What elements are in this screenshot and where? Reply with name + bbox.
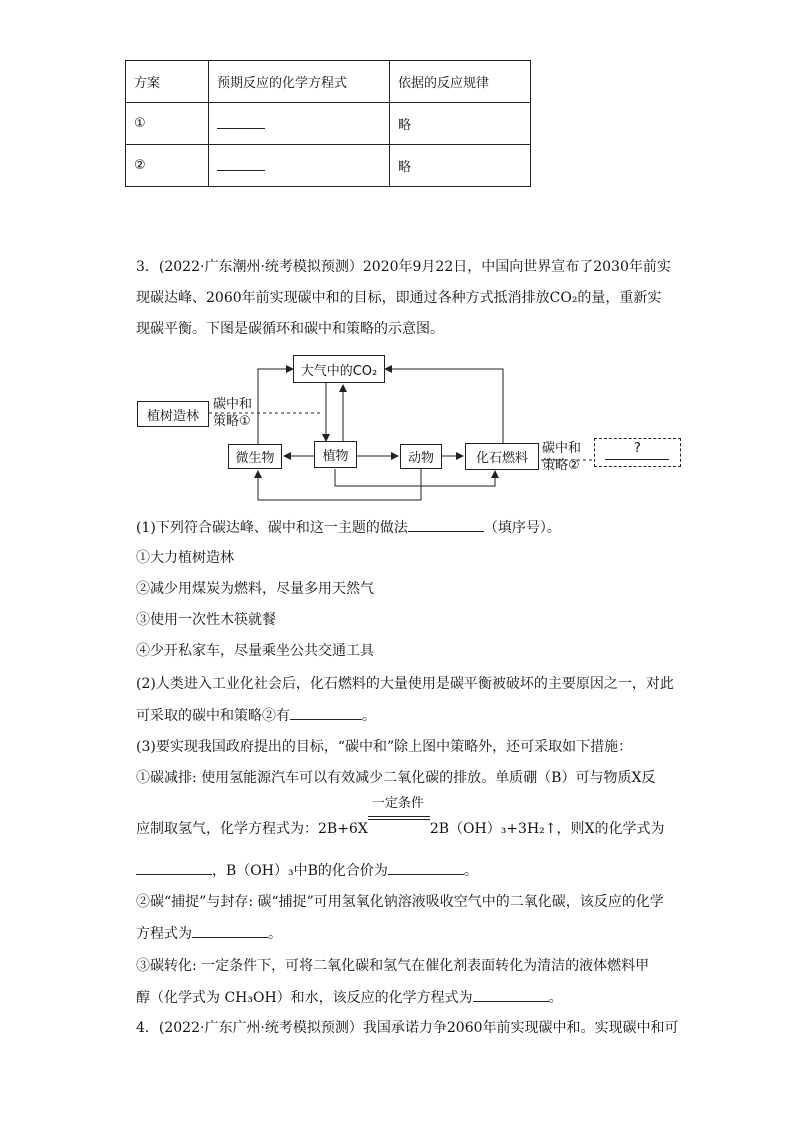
q3-intro-line2: 现碳达峰、2060年前实现碳中和的目标，即通过各种方式抵消排放CO₂的量，重新实 xyxy=(136,290,662,306)
strategy2-label-a: 碳中和 xyxy=(542,441,582,456)
table-cell-id: ② xyxy=(126,145,209,187)
answer-blank[interactable] xyxy=(192,923,268,938)
q3-part1-text: (1)下列符合碳达峰、碳中和这一主题的做法 xyxy=(136,520,408,536)
answer-blank[interactable] xyxy=(605,459,669,460)
q3-option2: ②减少用煤炭为燃料，尽量多用天然气 xyxy=(136,581,374,597)
q3-measure1-end: 。 xyxy=(463,863,478,879)
table-header-rule: 依据的反应规律 xyxy=(390,61,531,103)
equation-right: 2B（OH）₃+3H₂↑，则X的化学式为 xyxy=(429,821,665,837)
strategy1-label-a: 碳中和 xyxy=(213,397,253,412)
answer-blank[interactable] xyxy=(290,705,362,720)
plant-box: 植物 xyxy=(314,441,357,468)
q3-part2-end: 。 xyxy=(362,708,376,724)
afforestation-box: 植树造林 xyxy=(137,401,209,427)
q3-option4: ④少开私家车，尽量乘坐公共交通工具 xyxy=(136,643,374,659)
atmosphere-co2-box: 大气中的CO₂ xyxy=(293,355,385,383)
q3-measure2-line1: ②碳“捕捉”与封存: 碳“捕捉”可用氢氧化钠溶液吸收空气中的二氧化碳，该反应的化学 xyxy=(136,894,664,910)
fossil-fuel-box: 化石燃料 xyxy=(465,443,539,470)
q3-measure3-end: 。 xyxy=(548,990,563,1006)
q3-intro-line1: 3．(2022·广东潮州·统考模拟预测）2020年9月22日，中国向世界宣布了2030年前实 xyxy=(136,259,671,275)
unknown-strategy-box[interactable] xyxy=(594,438,681,467)
q3-part2-line1: (2)人类进入工业化社会后，化石燃料的大量使用是碳平衡被破坏的主要原因之一，对此 xyxy=(136,676,674,692)
animal-box: 动物 xyxy=(400,444,442,469)
q3-option3: ③使用一次性木筷就餐 xyxy=(136,612,276,628)
table-cell-id: ① xyxy=(126,103,209,145)
microbe-box: 微生物 xyxy=(228,444,282,469)
table-cell-rule: 略 xyxy=(390,103,531,145)
q3-part1-end: （填序号）。 xyxy=(483,520,561,536)
table-header-equation: 预期反应的化学方程式 xyxy=(209,61,390,103)
q3-measure2-text: 方程式为 xyxy=(136,926,192,942)
q3-measure3-text: 醇（化学式为 CH₃OH）和水，该反应的化学方程式为 xyxy=(136,990,473,1006)
q3-measure2-end: 。 xyxy=(268,926,282,942)
strategy1-label-b: 策略① xyxy=(213,414,251,429)
answer-blank[interactable] xyxy=(388,860,464,875)
condition-text: 一定条件 xyxy=(371,796,424,811)
q3-measure1-line2 xyxy=(136,796,665,839)
q3-measure3-line2 xyxy=(136,987,563,1008)
answer-blank[interactable] xyxy=(136,860,212,875)
q3-part3: (3)要实现我国政府提出的目标，“碳中和”除上图中策略外，还可采取如下措施： xyxy=(136,739,633,755)
q3-part2-text: 可采取的碳中和策略②有 xyxy=(136,708,290,724)
q3-measure2-line2 xyxy=(136,923,282,944)
table-cell-rule: 略 xyxy=(390,145,531,187)
q4-intro: 4．(2022·广东广州·统考模拟预测）我国承诺力争2060年前实现碳中和。实现碳中和可 xyxy=(136,1020,679,1036)
reaction-condition xyxy=(368,796,430,833)
q3-option1: ①大力植树造林 xyxy=(136,550,234,566)
answer-blank[interactable] xyxy=(473,987,549,1002)
strategy2-label-b: 策略② xyxy=(542,458,580,473)
q3-part1 xyxy=(136,517,561,538)
q3-measure1-line1: ①碳减排: 使用氢能源汽车可以有效减少二氧化碳的排放。单质硼（B）可与物质X反 xyxy=(136,770,656,786)
q3-measure3-line1: ③碳转化: 一定条件下，可将二氧化碳和氢气在催化剂表面转化为清洁的液体燃料甲 xyxy=(136,958,650,974)
table-header-plan: 方案 xyxy=(126,61,209,103)
q3-intro-line3: 现碳平衡。下图是碳循环和碳中和策略的示意图。 xyxy=(136,321,444,337)
q3-measure1-line3 xyxy=(136,860,478,881)
valence-question: ，B（OH）₃中B的化合价为 xyxy=(212,863,388,879)
q3-part2-line2 xyxy=(136,705,376,726)
unknown-mark: ? xyxy=(634,441,641,456)
equation-left: 应制取氢气，化学方程式为：2B+6X xyxy=(136,821,368,837)
answer-blank[interactable] xyxy=(408,517,484,532)
